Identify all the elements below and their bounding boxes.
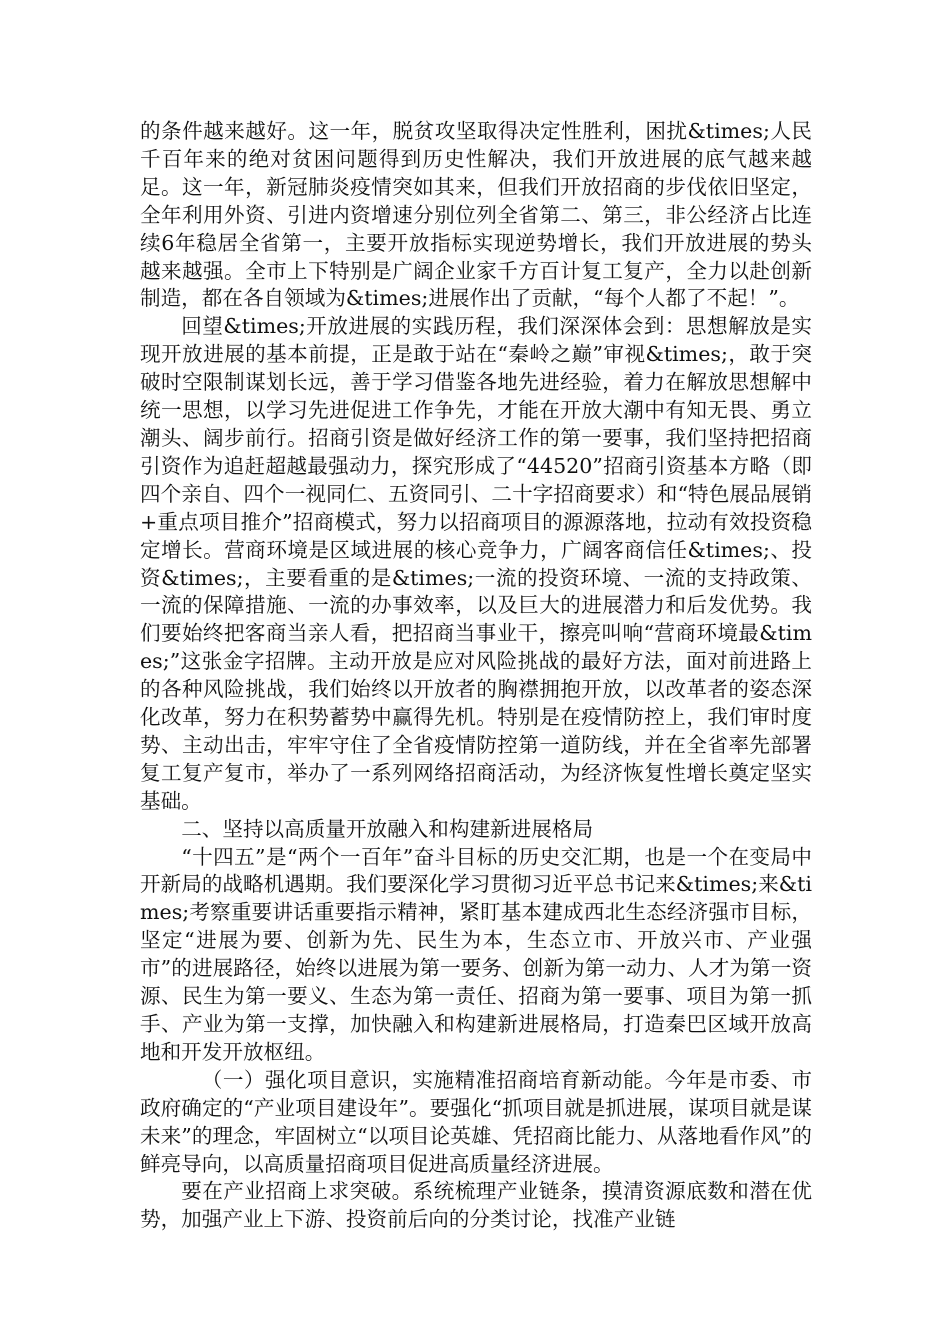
document-page bbox=[140, 118, 812, 1234]
section-heading-two: 二、坚持以高质量开放融入和构建新进展格局 bbox=[181, 816, 594, 841]
paragraph-industry-investment: 要在产业招商上求突破。系统梳理产业链条，摸清资源底数和潜在优势，加强产业上下游、投资前后向的分类讨论，找准产业链 bbox=[140, 1179, 812, 1232]
paragraph-continuation: 的条件越来越好。这一年，脱贫攻坚取得决定性胜利，困扰&times;人民千百年来的绝对贫困问题得到历史性解决，我们开放进展的底气越来越足。这一年，新冠肺炎疫情突如其来，但我们开放招商的步伐依旧坚定，全年利用外资、引进内资增速分别位列全省第二、第三，非公经济占比连续6年稳居全省第一，主要开放指标实现逆势增长，我们开放进展的势头越来越强。全市上下特别是广阔企业家千方百计复工复产，全力以赴创新制造，都在各自领域为&times;进展作出了贡献，“每个人都了不起！”。 bbox=[140, 119, 812, 311]
paragraph-subsection-one: （一）强化项目意识，实施精准招商培育新动能。今年是市委、市政府确定的“产业项目建设年”。要强化“抓项目就是抓进展，谋项目就是谋未来”的理念，牢固树立“以项目论英雄、凭招商比能力、从落地看作风”的鲜亮导向，以高质量招商项目促进高质量经济进展。 bbox=[140, 1067, 812, 1176]
paragraph-fourteenth-five-year: “十四五”是“两个一百年”奋斗目标的历史交汇期，也是一个在变局中开新局的战略机遇期。我们要深化学习贯彻习近平总书记来&times;来&times;考察重要讲话重要指示精神，紧盯基本建成西北生态经济强市目标，坚定“进展为要、创新为先、民生为本，生态立市、开放兴市、产业强市”的进展路径，始终以进展为第一要务、创新为第一动力、人才为第一资源、民生为第一要义、生态为第一责任、招商为第一要事、项目为第一抓手、产业为第一支撑，加快融入和构建新进展格局，打造秦巴区域开放高地和开发开放枢纽。 bbox=[140, 844, 812, 1064]
paragraph-review: 回望&times;开放进展的实践历程，我们深深体会到：思想解放是实现开放进展的基本前提，正是敢于站在“秦岭之巅”审视&times;，敢于突破时空限制谋划长远，善于学习借鉴各地先进经验，着力在解放思想解中统一思想，以学习先进促进工作争先，才能在开放大潮中有知无畏、勇立潮头、阔步前行。招商引资是做好经济工作的第一要事，我们坚持把招商引资作为追赶超越最强动力，探究形成了“44520”招商引资基本方略（即四个亲自、四个一视同仁、五资同引、二十字招商要求）和“特色展品展销+重点项目推介”招商模式，努力以招商项目的源源落地，拉动有效投资稳定增长。营商环境是区域进展的核心竞争力，广阔客商信任&times;、投资&times;，主要看重的是&times;一流的投资环境、一流的支持政策、一流的保障措施、一流的办事效率，以及巨大的进展潜力和后发优势。我们要始终把客商当亲人看，把招商当事业干，擦亮叫响“营商环境最&times;”这张金字招牌。主动开放是应对风险挑战的最好方法，面对前进路上的各种风险挑战，我们始终以开放者的胸襟拥抱开放，以改革者的姿态深化改革，努力在积势蓄势中赢得先机。特别是在疫情防控上，我们审时度势、主动出击，牢牢守住了全省疫情防控第一道防线，并在全省率先部署复工复产复市，举办了一系列网络招商活动，为经济恢复性增长奠定坚实基础。 bbox=[140, 314, 812, 813]
